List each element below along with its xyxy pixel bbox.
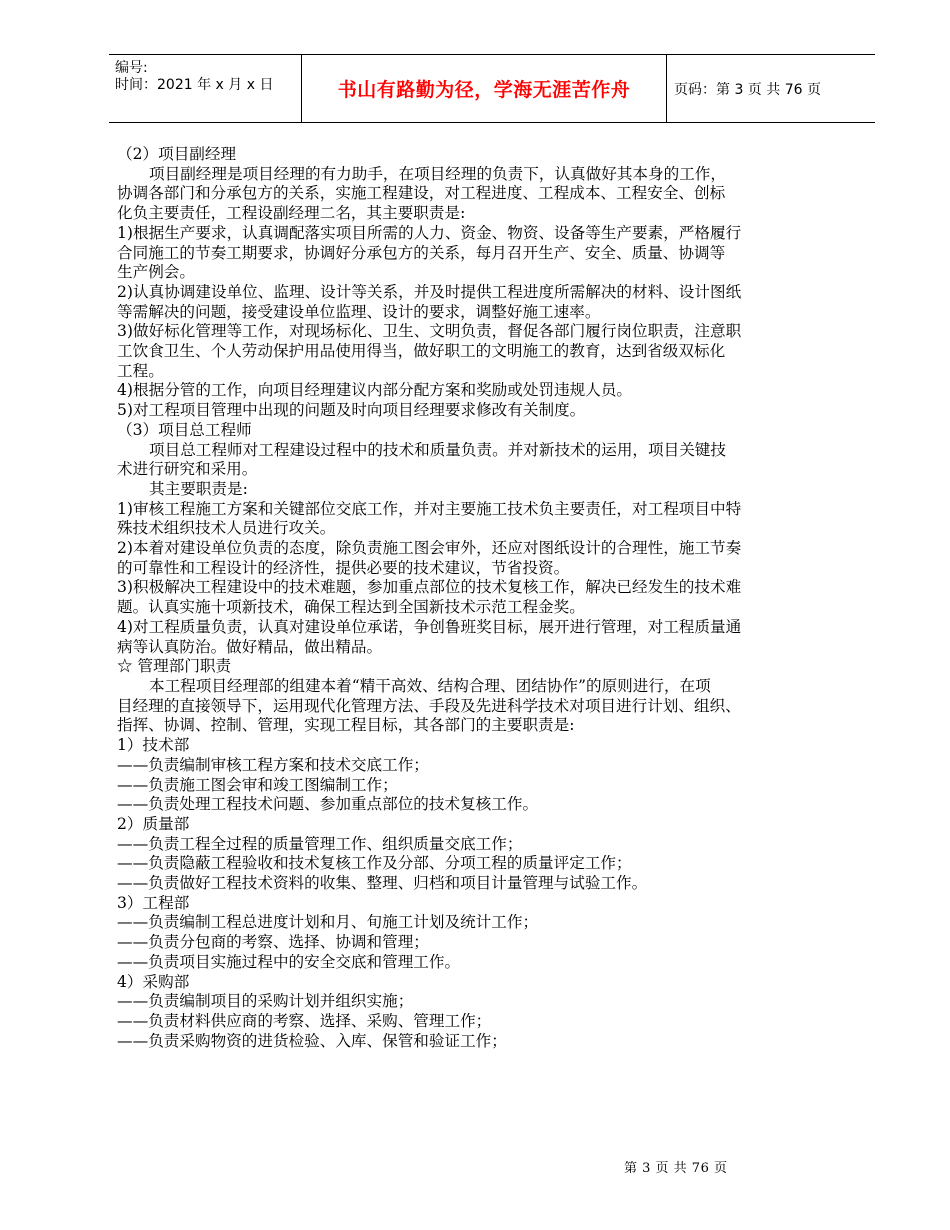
- line-heading: 2）质量部: [117, 814, 190, 833]
- page-footer: 第 3 页 共 76 页: [624, 1161, 728, 1176]
- line-heading: （3）项目总工程师: [117, 420, 252, 439]
- line-heading: （2）项目副经理: [117, 145, 237, 163]
- line: ——负责编制审核工程方案和技术交底工作；: [117, 755, 429, 774]
- line: ——负责采购物资的进货检验、入库、保管和验证工作；: [117, 1031, 507, 1050]
- line: 项目总工程师对工程建设过程中的技术和质量负责。并对新技术的运用，项目关键技: [149, 440, 726, 459]
- line: 3)做好标化管理等工作，对现场标化、卫生、文明负责，督促各部门履行岗位职责，注意职: [117, 322, 742, 341]
- line: ——负责材料供应商的考察、选择、采购、管理工作；: [117, 1011, 492, 1030]
- line: 1)审核工程施工方案和关键部位交底工作，并对主要施工技术负主要责任，对工程项目中特: [117, 499, 742, 518]
- line: 2)认真协调建设单位、监理、设计等关系，并及时提供工程进度所需解决的材料、设计图纸: [117, 282, 742, 301]
- line: 题。认真实施十项新技术，确保工程达到全国新技术示范工程金奖。: [117, 598, 585, 617]
- line: ——负责处理工程技术问题、参加重点部位的技术复核工作。: [117, 795, 539, 814]
- line: ——负责工程全过程的质量管理工作、组织质量交底工作；: [117, 834, 523, 853]
- line: ——负责施工图会审和竣工图编制工作；: [117, 775, 398, 794]
- line: ——负责做好工程技术资料的收集、整理、归档和项目计量管理与试验工作。: [117, 874, 648, 893]
- document-body: [117, 145, 869, 1051]
- line: 病等认真防治。做好精品，做出精品。: [117, 637, 383, 656]
- line: 4)对工程质量负责，认真对建设单位承诺，争创鲁班奖目标，展开进行管理，对工程质量通: [117, 617, 742, 636]
- line: 的可靠性和工程设计的经济性，提供必要的技术建议，节省投资。: [117, 558, 570, 577]
- line: 目经理的直接领导下，运用现代化管理方法、手段及先进科学技术对项目进行计划、组织、: [117, 696, 741, 715]
- page-header: [109, 54, 875, 123]
- line: 工饮食卫生、个人劳动保护用品使用得当，做好职工的文明施工的教育，达到省级双标化: [117, 342, 726, 361]
- line: 指挥、协调、控制、管理，实现工程目标，其各部门的主要职责是:: [117, 716, 575, 735]
- line: 项目副经理是项目经理的有力助手，在项目经理的负责下，认真做好其本身的工作，: [149, 164, 726, 183]
- line: ——负责编制项目的采购计划并组织实施；: [117, 992, 414, 1011]
- line: 其主要职责是:: [149, 479, 248, 498]
- header-motto: 书山有路勤为径，学海无涯苦作舟: [302, 55, 667, 122]
- line: 5)对工程项目管理中出现的问题及时向项目经理要求修改有关制度。: [117, 401, 586, 420]
- line-heading: ☆ 管理部门职责: [117, 657, 232, 676]
- line: 2)本着对建设单位负责的态度，除负责施工图会审外，还应对图纸设计的合理性，施工节奏: [117, 539, 742, 558]
- line: 术进行研究和采用。: [117, 460, 258, 479]
- line: 工程。: [117, 361, 164, 380]
- line: 等需解决的问题，接受建设单位监理、设计的要求，调整好施工速率。: [117, 302, 601, 321]
- line: 1)根据生产要求，认真调配落实项目所需的人力、资金、物资、设备等生产要素，严格履行: [117, 223, 742, 242]
- header-page-label: 页码：第 3 页 共 76 页: [674, 81, 821, 98]
- line: 4)根据分管的工作，向项目经理建议内部分配方案和奖励或处罚违规人员。: [117, 381, 633, 400]
- line-heading: 4）采购部: [117, 972, 190, 991]
- time-label: 时间：2021 年 x 月 x 日: [115, 77, 274, 93]
- line: 化负主要责任，工程设副经理二名，其主要职责是:: [117, 204, 466, 223]
- line: ——负责分包商的考察、选择、协调和管理；: [117, 933, 429, 952]
- header-meta: [109, 55, 302, 122]
- number-label: 编号:: [115, 60, 148, 76]
- line: 殊技术组织技术人员进行攻关。: [117, 519, 336, 538]
- line: 本工程项目经理部的组建本着“精干高效、结构合理、团结协作”的原则进行，在项: [149, 676, 711, 695]
- line: 3)积极解决工程建设中的技术难题，参加重点部位的技术复核工作，解决已经发生的技术难: [117, 578, 742, 597]
- line: 生产例会。: [117, 263, 195, 282]
- line-heading: 3）工程部: [117, 893, 190, 912]
- line: ——负责隐蔽工程验收和技术复核工作及分部、分项工程的质量评定工作；: [117, 854, 632, 873]
- line: ——负责项目实施过程中的安全交底和管理工作。: [117, 952, 461, 971]
- line: ——负责编制工程总进度计划和月、旬施工计划及统计工作；: [117, 913, 539, 932]
- line: 协调各部门和分承包方的关系，实施工程建设，对工程进度、工程成本、工程安全、创标: [117, 184, 726, 203]
- line-heading: 1）技术部: [117, 736, 190, 755]
- line: 合同施工的节奏工期要求，协调好分承包方的关系，每月召开生产、安全、质量、协调等: [117, 243, 726, 262]
